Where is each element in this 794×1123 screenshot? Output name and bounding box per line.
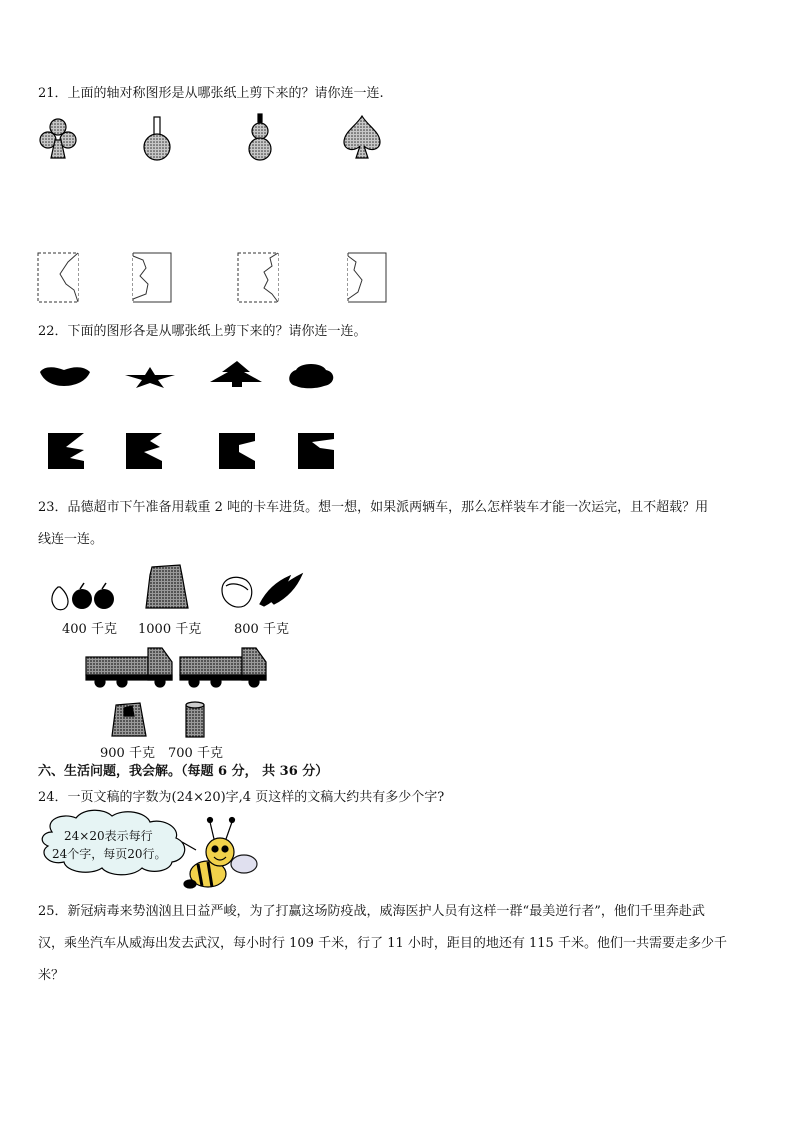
q24-text: 24．一页文稿的字数为(24×20)字,4 页这样的文稿大约共有多少个字?	[38, 790, 445, 805]
q21-text: 21．上面的轴对称图形是从哪张纸上剪下来的？请你连一连.	[38, 86, 384, 101]
weight-label-bag: 900 千克	[100, 746, 155, 761]
q22-text: 22．下面的图形各是从哪张纸上剪下来的？请你连一连。	[38, 324, 367, 339]
q23-line1: 23．品德超市下午准备用载重 2 吨的卡车进货。想一想，如果派两辆车，那么怎样装车才能一次运完，且不超载？用	[38, 500, 709, 515]
bubble-line1: 24×20表示每行	[64, 829, 153, 843]
q25-line2: 汉，乘坐汽车从威海出发去武汉，每小时行 109 千米，行了 11 小时，距目的地还有 115 千米。他们一共需要走多少千	[38, 936, 727, 951]
q23-line2: 线连一连。	[38, 532, 104, 547]
weight-label-sack: 1000 千克	[138, 622, 202, 637]
q25-line1: 25．新冠病毒来势汹汹且日益严峻，为了打赢这场防疫战，威海医护人员有这样一群“最美逆行者”，他们千里奔赴武	[38, 904, 705, 919]
section6-title: 六、生活问题，我会解。（每题 6 分， 共 36 分）	[38, 764, 329, 779]
weight-label-vegetable: 800 千克	[234, 622, 289, 637]
bubble-line2: 24个字，每页20行。	[52, 847, 167, 861]
weight-label-can: 700 千克	[168, 746, 223, 761]
weight-label-fruit: 400 千克	[62, 622, 117, 637]
bee-icon	[182, 818, 257, 889]
q25-line3: 米？	[38, 968, 65, 983]
